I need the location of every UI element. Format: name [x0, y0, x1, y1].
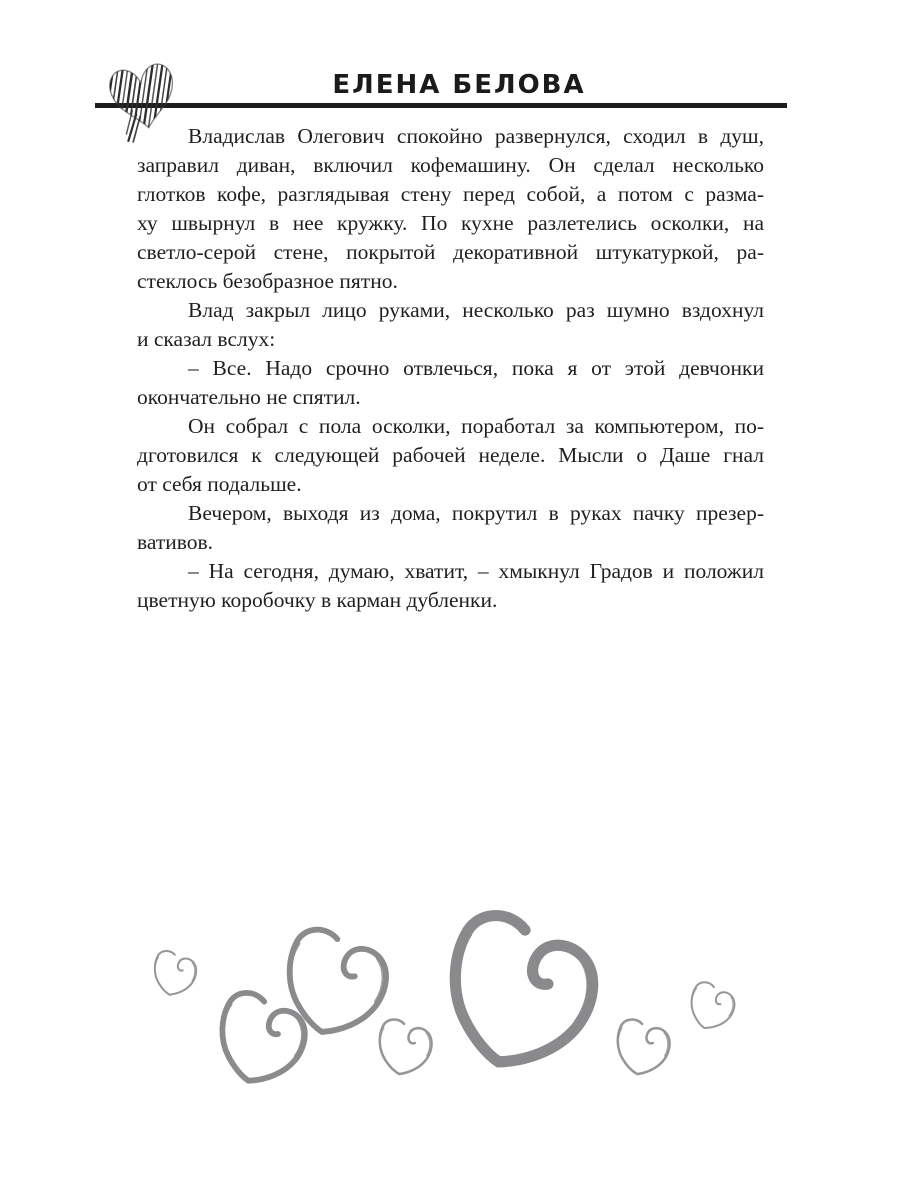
text-line: от себя подальше.	[137, 472, 302, 496]
sketch-heart-icon	[203, 983, 317, 1097]
text-line: и сказал вслух:	[137, 327, 276, 351]
text-line: светло-серой стене, покрытой декоративной штукатуркой, ра-	[137, 240, 764, 264]
text-line: вативов.	[137, 530, 214, 554]
text-line: цветную коробочку в карман дубленки.	[137, 588, 498, 612]
text-line: – Все. Надо срочно отвлечься, пока я от этой девчонки	[188, 356, 764, 380]
text-line: Вечером, выходя из дома, покрутил в руках пачку презер-	[188, 501, 764, 525]
sketch-heart-icon	[371, 1015, 437, 1081]
sketch-heart-icon	[269, 919, 399, 1049]
text-line: стеклось безобразное пятно.	[137, 269, 398, 293]
sketch-heart-icon	[681, 977, 742, 1038]
text-line: Влад закрыл лицо руками, несколько раз шумно вздохнул	[188, 298, 764, 322]
sketch-heart-icon	[147, 947, 201, 1001]
text-line: глотков кофе, разглядывая стену перед собой, а потом с разма-	[137, 182, 764, 206]
text-line: окончательно не спятил.	[137, 385, 361, 409]
scribble-heart-icon	[104, 54, 182, 144]
page-header-author: ЕЛЕНА БЕЛОВА	[332, 70, 586, 100]
text-line: ху швырнул в нее кружку. По кухне разлетелись осколки, на	[137, 211, 764, 235]
text-line: Владислав Олегович спокойно развернулся, сходил в душ,	[188, 124, 764, 148]
text-line: заправил диван, включил кофемашину. Он сделал несколько	[137, 153, 764, 177]
text-line: – На сегодня, думаю, хватит, – хмыкнул Градов и положил	[188, 559, 764, 583]
sketch-heart-icon	[423, 899, 613, 1089]
header-rule	[95, 103, 787, 108]
text-line: дготовился к следующей рабочей неделе. Мысли о Даше гнал	[137, 443, 764, 467]
body-text	[137, 122, 764, 615]
text-line: Он собрал с пола осколки, поработал за компьютером, по-	[188, 414, 764, 438]
sketch-heart-icon	[609, 1015, 675, 1081]
